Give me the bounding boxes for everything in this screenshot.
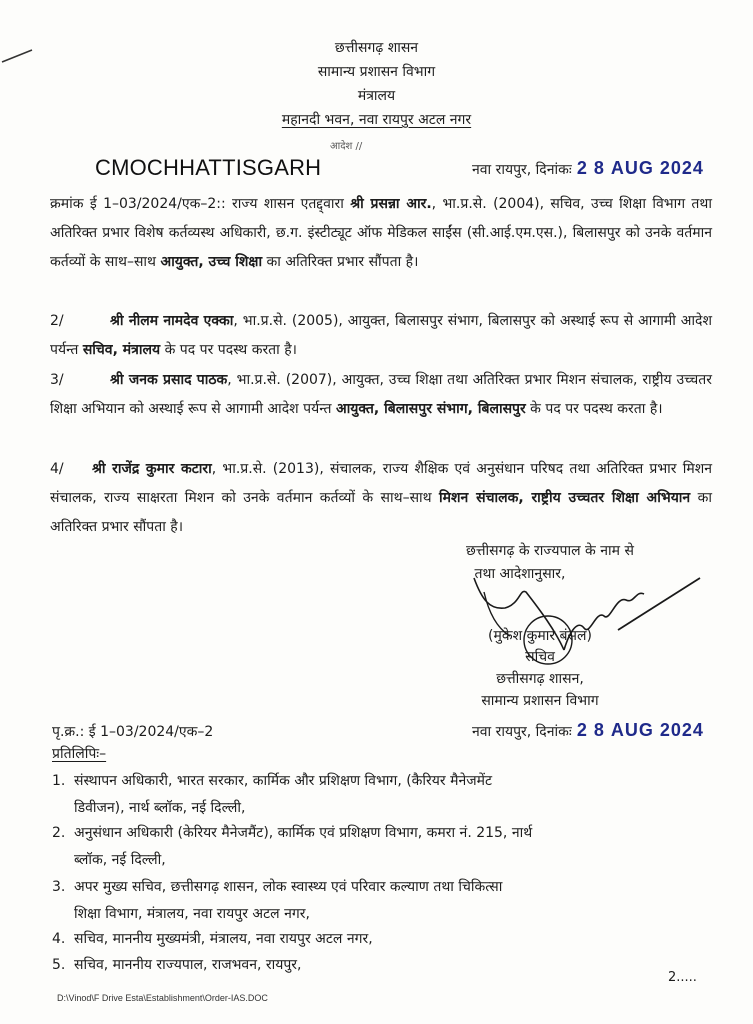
endorsement-place: नवा रायपुर, दिनांकः — [472, 724, 572, 740]
copy-item-2: 2. अनुसंधान अधिकारी (केरियर मैनेजमैंट), कार्मिक एवं प्रशिक्षण विभाग, कमरा नं. 215, नार्थ ब्लॉक, नई दिल्ली, — [52, 825, 533, 868]
endorsement-ref: पृ.क्र.: ई 1–03/2024/एक–2 — [52, 724, 214, 740]
officer-name: श्री राजेंद्र कुमार कटारा — [92, 461, 212, 477]
header-government: छत्तीसगढ़ शासन — [334, 40, 419, 56]
header-address: महानदी भवन, नवा रायपुर अटल नगर — [281, 112, 472, 128]
signatory-org-government: छत्तीसगढ़ शासन, — [496, 671, 584, 687]
assigned-post: सचिव, मंत्रालय — [82, 342, 161, 358]
signatory-name: (मुकेश कुमार बंसल) — [488, 628, 592, 644]
header-ministry: मंत्रालय — [357, 88, 396, 104]
header-department: सामान्य प्रशासन विभाग — [317, 64, 436, 80]
order-paragraph-2: 2/ श्री नीलम नामदेव एक्का, भा.प्र.से. (2005), आयुक्त, बिलासपुर संभाग, बिलासपुर को अस्थाई रूप से आगामी आदेश पर्यन्त सचिव, मंत्रालय के पद पर पदस्थ करता है। — [50, 313, 713, 358]
file-path: D:\Vinod\F Drive Esta\Establishment\Order-IAS.DOC — [57, 993, 268, 1003]
dateline — [472, 158, 704, 179]
copy-item-1: 1. संस्थापन अधिकारी, भारत सरकार, कार्मिक और प्रशिक्षण विभाग, (कैरियर मैनेजमेंट डिवीजन), नार्थ ब्लॉक, नई दिल्ली, — [52, 773, 493, 816]
copy-heading: प्रतिलिपिः– — [52, 746, 107, 762]
endorsement-dateline — [472, 720, 704, 741]
assigned-post: आयुक्त, बिलासपुर संभाग, बिलासपुर — [335, 401, 526, 417]
order-heading: आदेश // — [330, 141, 363, 152]
assigned-post: आयुक्त, उच्च शिक्षा — [160, 254, 263, 270]
endorsement-date-stamp: 2 8 AUG 2024 — [576, 720, 704, 740]
date-stamp: 2 8 AUG 2024 — [576, 158, 704, 178]
signature-authority-line: छत्तीसगढ़ के राज्यपाल के नाम से — [466, 543, 634, 559]
copy-item-4: 4. सचिव, माननीय मुख्यमंत्री, मंत्रालय, नवा रायपुर अटल नगर, — [52, 931, 373, 947]
signatory-designation: सचिव — [525, 649, 555, 665]
next-page-indicator: 2..... — [668, 970, 697, 985]
signature-order-line: तथा आदेशानुसार, — [474, 566, 566, 582]
watermark-cmo: CMOCHHATTISGARH — [95, 155, 322, 180]
officer-name: श्री जनक प्रसाद पाठक — [110, 372, 228, 388]
order-paragraph-1: क्रमांक ई 1–03/2024/एक–2:: राज्य शासन एतद्द्वारा श्री प्रसन्ना आर., भा.प्र.से. (2004), सचिव, उच्च शिक्षा विभाग तथा अतिरिक्त प्रभार विशेष कर्तव्यस्थ अधिकारी, छ.ग. इंस्टीट्यूट ऑफ मेडिकल साईंस (सी.आई.एम.एस.), बिलासपुर को उनके वर्तमान कर्तव्यों के साथ–साथ आयुक्त, उच्च शिक्षा का अतिरिक्त प्रभार सौंपता है। — [50, 196, 712, 270]
dateline-place: नवा रायपुर, दिनांकः — [472, 162, 572, 178]
copy-item-5: 5. सचिव, माननीय राज्यपाल, राजभवन, रायपुर, — [52, 957, 302, 973]
assigned-post: मिशन संचालक, राष्ट्रीय उच्चतर शिक्षा अभियान — [439, 490, 691, 506]
signatory-org-department: सामान्य प्रशासन विभाग — [481, 693, 599, 709]
officer-name: श्री प्रसन्ना आर. — [350, 196, 432, 212]
copy-item-3: 3. अपर मुख्य सचिव, छत्तीसगढ़ शासन, लोक स्वास्थ्य एवं परिवार कल्याण तथा चिकित्सा शिक्षा विभाग, मंत्रालय, नवा रायपुर अटल नगर, — [52, 879, 503, 922]
officer-name: श्री नीलम नामदेव एक्का — [110, 313, 234, 329]
order-paragraph-3: 3/ श्री जनक प्रसाद पाठक, भा.प्र.से. (2007), आयुक्त, उच्च शिक्षा तथा अतिरिक्त प्रभार मिशन संचालक, राष्ट्रीय उच्चतर शिक्षा अभियान को अस्थाई रूप से आगामी आदेश पर्यन्त आयुक्त, बिलासपुर संभाग, बिलासपुर के पद पर पदस्थ करता है। — [50, 372, 713, 417]
order-paragraph-4: 4/ श्री राजेंद्र कुमार कटारा, भा.प्र.से. (2013), संचालक, राज्य शैक्षिक एवं अनुसंधान परिषद तथा अतिरिक्त प्रभार मिशन संचालक, राज्य साक्षरता मिशन को उनके वर्तमान कर्तव्यों के साथ–साथ मिशन संचालक, राष्ट्रीय उच्चतर शिक्षा अभियान का अतिरिक्त प्रभार सौंपता है। — [50, 461, 712, 535]
